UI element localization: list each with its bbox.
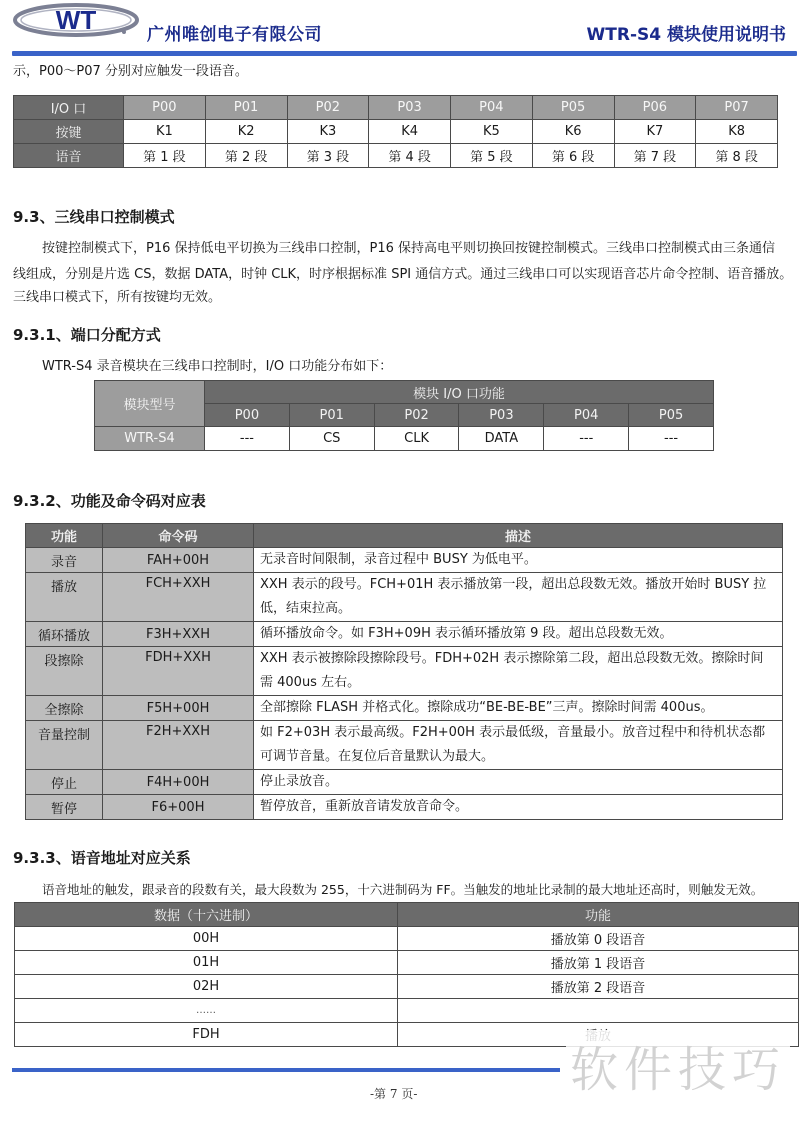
table-row <box>15 975 799 999</box>
command-code-table <box>25 523 783 820</box>
row-label: 按键 <box>14 120 124 144</box>
table-cell: 第 8 段 <box>696 144 778 168</box>
section-heading-9-3-1: 9.3.1、端口分配方式 <box>13 326 161 344</box>
code-cell: FAH+00H <box>103 548 254 573</box>
function-cell: 停止 <box>26 770 103 795</box>
table-row <box>26 622 783 647</box>
voice-address-table <box>14 902 799 1047</box>
footer-divider <box>12 1068 560 1072</box>
function-cell: 段擦除 <box>26 647 103 696</box>
code-cell: F3H+XXH <box>103 622 254 647</box>
header-cell: P00 <box>124 96 206 120</box>
code-cell: FCH+XXH <box>103 573 254 622</box>
header-cell: 功能 <box>398 903 799 927</box>
table-row <box>95 427 714 451</box>
code-cell: F2H+XXH <box>103 721 254 770</box>
page-number: -第 7 页- <box>370 1087 418 1101</box>
table-row <box>14 144 778 168</box>
table-header-row <box>26 524 783 548</box>
table-cell: K7 <box>614 120 696 144</box>
table-cell: 第 7 段 <box>614 144 696 168</box>
description-cell: 停止录放音。 <box>254 770 783 795</box>
function-cell <box>398 999 799 1023</box>
table-cell: 第 5 段 <box>451 144 533 168</box>
table-row <box>15 999 799 1023</box>
table-row <box>26 548 783 573</box>
header-cell: P05 <box>532 96 614 120</box>
function-cell: 播放第 1 段语音 <box>398 951 799 975</box>
description-cell: 暂停放音，重新放音请发放音命令。 <box>254 795 783 820</box>
table-header-row <box>14 96 778 120</box>
document-title: WTR-S4 模块使用说明书 <box>586 25 786 45</box>
table-cell: 第 4 段 <box>369 144 451 168</box>
watermark: 软件技巧 <box>566 1030 790 1110</box>
header-cell: P02 <box>287 96 369 120</box>
description-cell: XXH 表示的段号。FCH+01H 表示播放第一段，超出总段数无效。播放开始时 BUSY 拉低，结束拉高。 <box>254 573 783 622</box>
header-cell: 描述 <box>254 524 783 548</box>
company-name: 广州唯创电子有限公司 <box>147 25 322 45</box>
header-cell: P07 <box>696 96 778 120</box>
section-heading-9-3: 9.3、三线串口控制模式 <box>13 208 175 226</box>
hex-cell: …… <box>15 999 398 1023</box>
logo-text: WT <box>55 5 97 35</box>
table-cell: 第 1 段 <box>124 144 206 168</box>
description-cell: XXH 表示被擦除段擦除段号。FDH+02H 表示擦除第二段，超出总段数无效。擦除时间需 400us 左右。 <box>254 647 783 696</box>
io-function-header: 模块 I/O 口功能 <box>205 381 714 404</box>
table-cell: --- <box>544 427 629 451</box>
code-cell: F4H+00H <box>103 770 254 795</box>
header-cell: 功能 <box>26 524 103 548</box>
port-header: P03 <box>459 404 544 427</box>
table-row <box>15 951 799 975</box>
table-header-row <box>15 903 799 927</box>
model-header: 模块型号 <box>95 381 205 427</box>
table-row <box>26 795 783 820</box>
code-cell: F5H+00H <box>103 696 254 721</box>
table-cell: --- <box>205 427 290 451</box>
function-cell: 循环播放 <box>26 622 103 647</box>
description-cell: 全部擦除 FLASH 并格式化。擦除成功“BE-BE-BE”三声。擦除时间需 400us。 <box>254 696 783 721</box>
header-cell: 数据（十六进制） <box>15 903 398 927</box>
port-header: P00 <box>205 404 290 427</box>
model-name: WTR-S4 <box>95 427 205 451</box>
table-cell: CS <box>289 427 374 451</box>
hex-cell: 01H <box>15 951 398 975</box>
table-row <box>26 696 783 721</box>
function-cell: 播放第 0 段语音 <box>398 927 799 951</box>
port-header: P02 <box>374 404 459 427</box>
description-cell: 无录音时间限制，录音过程中 BUSY 为低电平。 <box>254 548 783 573</box>
hex-cell: 00H <box>15 927 398 951</box>
description-cell: 如 F2+03H 表示最高级。F2H+00H 表示最低级，音量最小。放音过程中和待机状态都可调节音量。在复位后音量默认为最大。 <box>254 721 783 770</box>
code-cell: F6+00H <box>103 795 254 820</box>
company-logo-icon <box>12 2 144 38</box>
table-row <box>26 647 783 696</box>
header-cell: I/O 口 <box>14 96 124 120</box>
header-cell: P01 <box>205 96 287 120</box>
description-cell: 循环播放命令。如 F3H+09H 表示循环播放第 9 段。超出总段数无效。 <box>254 622 783 647</box>
table-cell: DATA <box>459 427 544 451</box>
table-cell: CLK <box>374 427 459 451</box>
header-cell: P06 <box>614 96 696 120</box>
port-header: P05 <box>629 404 714 427</box>
hex-cell: FDH <box>15 1023 398 1047</box>
intro-line: 示，P00～P07 分别对应触发一段语音。 <box>13 64 248 79</box>
row-label: 语音 <box>14 144 124 168</box>
function-cell: 录音 <box>26 548 103 573</box>
paragraph-line: 按键控制模式下，P16 保持低电平切换为三线串口控制，P16 保持高电平则切换回按键控制模式。三线串口控制模式由三条通信 <box>42 241 776 256</box>
function-cell: 音量控制 <box>26 721 103 770</box>
port-assignment-table <box>94 380 714 451</box>
header-cell: 命令码 <box>103 524 254 548</box>
function-cell: 播放 <box>26 573 103 622</box>
table-cell: 第 6 段 <box>532 144 614 168</box>
address-intro: 语音地址的触发，跟录音的段数有关，最大段数为 255，十六进制码为 FF。当触发的地址比录制的最大地址还高时，则触发无效。 <box>42 882 764 897</box>
function-cell: 暂停 <box>26 795 103 820</box>
table-cell: K3 <box>287 120 369 144</box>
paragraph-line: 三线串口模式下，所有按键均无效。 <box>13 290 222 305</box>
function-cell: 全擦除 <box>26 696 103 721</box>
table-row <box>26 770 783 795</box>
table-row <box>26 573 783 622</box>
table-cell: K8 <box>696 120 778 144</box>
table-cell: K4 <box>369 120 451 144</box>
table-row <box>15 927 799 951</box>
table-cell: K6 <box>532 120 614 144</box>
paragraph-line: 线组成，分别是片选 CS，数据 DATA，时钟 CLK，时序根据标准 SPI 通信方式。通过三线串口可以实现语音芯片命令控制、语音播放。 <box>13 267 793 282</box>
table-cell: 第 2 段 <box>205 144 287 168</box>
table-cell: --- <box>629 427 714 451</box>
table-cell: 第 3 段 <box>287 144 369 168</box>
table-row <box>14 120 778 144</box>
table-cell: K2 <box>205 120 287 144</box>
header-cell: P03 <box>369 96 451 120</box>
section-heading-9-3-3: 9.3.3、语音地址对应关系 <box>13 849 191 867</box>
section-heading-9-3-2: 9.3.2、功能及命令码对应表 <box>13 492 206 510</box>
key-mapping-table <box>13 95 778 168</box>
table-cell: K5 <box>451 120 533 144</box>
port-header: P01 <box>289 404 374 427</box>
header-cell: P04 <box>451 96 533 120</box>
function-cell: 播放第 2 段语音 <box>398 975 799 999</box>
table-cell: K1 <box>124 120 206 144</box>
port-header: P04 <box>544 404 629 427</box>
header-divider <box>12 51 797 56</box>
page-header <box>0 0 800 56</box>
table-row <box>26 721 783 770</box>
code-cell: FDH+XXH <box>103 647 254 696</box>
hex-cell: 02H <box>15 975 398 999</box>
port-intro: WTR-S4 录音模块在三线串口控制时，I/O 口功能分布如下： <box>42 359 393 374</box>
